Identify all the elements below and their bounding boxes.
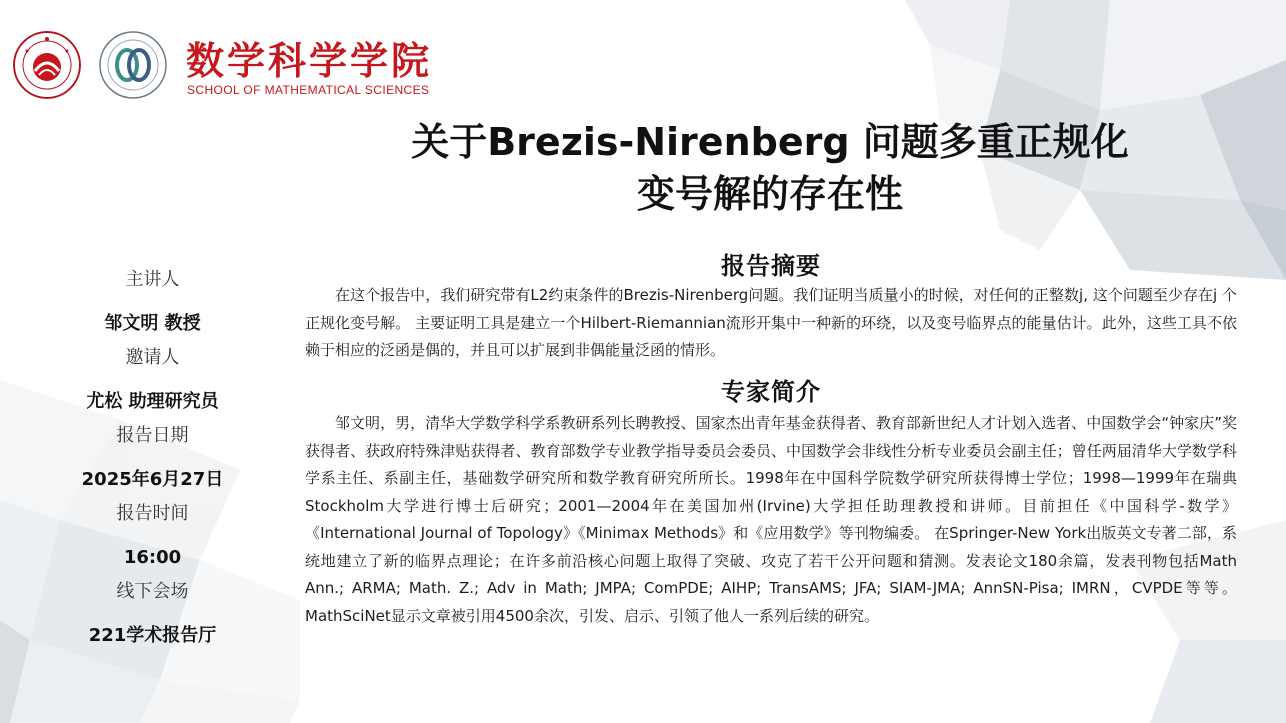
school-name-cn: 数学科学学院 [186,39,433,83]
inviter-label: 邀请人 [125,347,180,368]
abstract-text: 在这个报告中，我们研究带有L2约束条件的Brezis-Nirenberg问题。我们证明当质量小的时候，对任何的正整数j, 这个问题至少存在j 个正规化变号解。 主要证明工具是建立一个Hilbert-Riemannian流形开集中一种新的环绕，以及变号临界点的能量估计。此外，这些工具不依赖于相应的泛函是偶的，并且可以扩展到非偶能量泛函的情形。 [305,286,1237,359]
time-label: 报告时间 [116,503,189,524]
speaker-label: 主讲人 [125,269,180,290]
speaker-name: 邹文明 教授 [104,313,201,334]
bio-text: 邹文明，男，清华大学数学科学系教研系列长聘教授、国家杰出青年基金获得者、教育部新世纪人才计划入选者、中国数学会“钟家庆”奖获得者、获政府特殊津贴获得者、教育部数学专业教学指导委员会委员、中国数学会非线性分析专业委员会副主任；曾任两届清华大学数学科学系主任、系副主任，基础数学研究所和数学教育研究所所长。1998年在中国科学院数学研究所获得博士学位；1998—1999年在瑞典Stockholm大学进行博士后研究；2001—2004年在美国加州(Irvine)大学担任助理教授和讲师。目前担任《中国科学-数学》《International Journal of Topology》《Minimax Methods》和《应用数学》等刊物编委。 在Springer-New York出版英文专著二部，系统地建立了新的临界点理论；在许多前沿核心问题上取得了突破、攻克了若干公开问题和猜测。发表论文180余篇，发表刊物包括Math Ann.; ARMA; Math. Z.; Adv in Math; JMPA; ComPDE; AIHP; TransAMS; JFA; SIAM-JMA; AnnSN-Pisa; IMRN，CVPDE等等。MathSciNet显示文章被引用4500余次，引发、启示、引领了他人一系列后续的研究。 [305,414,1237,625]
math-school-emblem-icon [99,31,167,99]
normal-university-seal-icon [13,31,81,99]
talk-content [305,246,1237,630]
abstract-heading: 报告摘要 [721,252,821,280]
venue-label: 线下会场 [116,581,189,602]
title-line-1: 关于Brezis-Nirenberg 问题多重正规化 [411,120,1129,164]
date-label: 报告日期 [116,425,189,446]
inviter-name: 尤松 助理研究员 [86,391,219,412]
bio-heading: 专家简介 [721,378,821,406]
talk-title [330,116,1210,220]
title-line-2: 变号解的存在性 [636,172,903,216]
talk-info-panel [40,264,265,654]
school-name-en: SCHOOL OF MATHEMATICAL SCIENCES [187,83,430,97]
talk-date: 2025年6月27日 [81,469,224,490]
talk-venue: 221学术报告厅 [88,625,217,646]
talk-time: 16:00 [123,547,182,568]
